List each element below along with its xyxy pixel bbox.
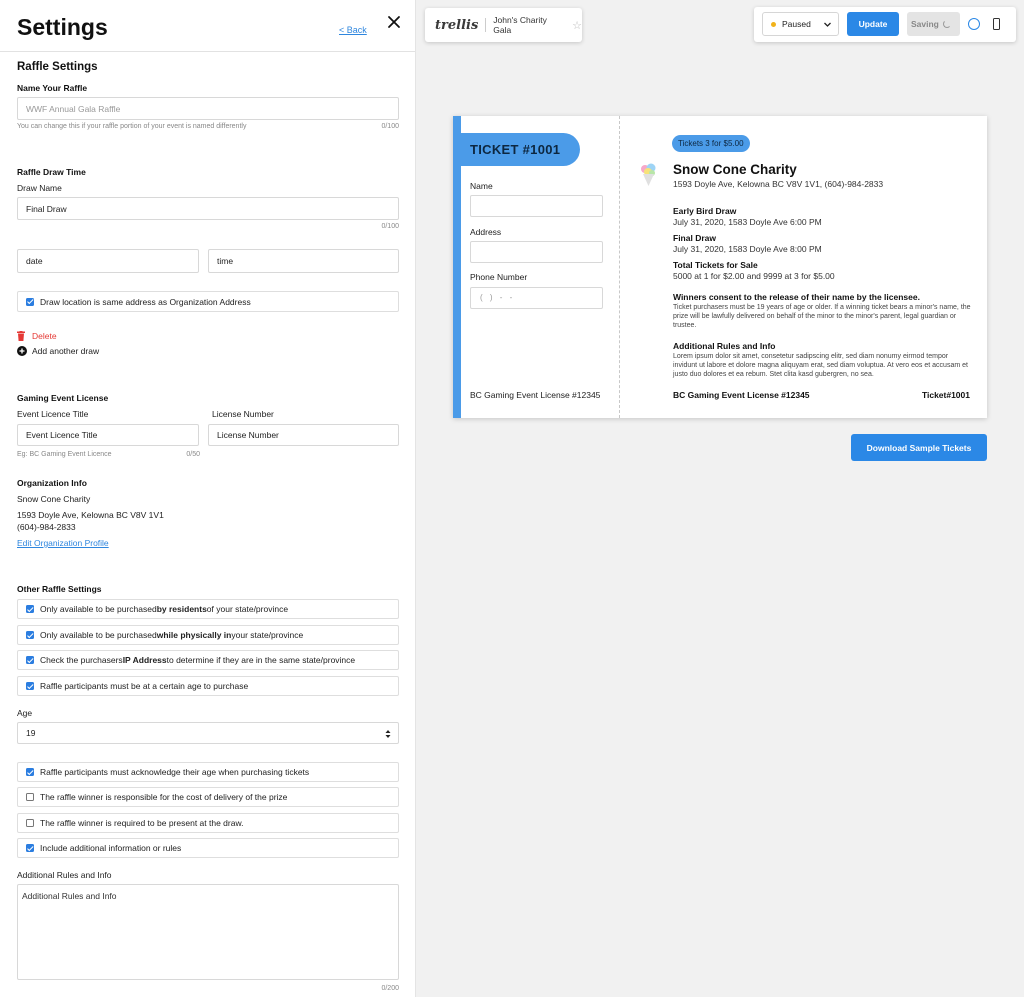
draw-name-input[interactable]: Final Draw — [17, 197, 399, 220]
checkbox-checked-icon — [26, 298, 34, 306]
checkbox-label-post: your state/province — [231, 630, 304, 640]
delete-draw-label: Delete — [32, 331, 57, 341]
winner-delivery-cost-checkbox[interactable] — [17, 787, 399, 807]
licence-title-count: 0/50 — [186, 451, 200, 458]
stub-phone-field — [470, 287, 603, 309]
stub-name-field — [470, 195, 603, 217]
checkbox-label-pre: Raffle participants must be at a certain age to purchase — [40, 681, 249, 691]
draw-1-name: Early Bird Draw — [673, 206, 737, 216]
org-info-title: Organization Info — [17, 478, 87, 488]
checkbox-checked-icon — [26, 605, 34, 613]
ticket-id: Ticket#1001 — [921, 390, 970, 400]
panel-header — [0, 0, 416, 52]
checkbox-checked-icon — [26, 656, 34, 664]
price-badge: Tickets 3 for $5.00 — [672, 135, 750, 152]
draw-name-label: Draw Name — [17, 183, 62, 193]
add-draw-label: Add another draw — [32, 346, 100, 356]
ticket-preview — [453, 116, 987, 418]
checkbox-label-bold: by residents — [156, 604, 207, 614]
checkbox-label: The raffle winner is responsible for the cost of delivery of the prize — [40, 792, 288, 802]
phone-mask: ( ) - - — [480, 293, 514, 302]
other-settings-title: Other Raffle Settings — [17, 584, 102, 594]
org-info-phone: (604)-984-2833 — [17, 522, 76, 532]
consent-body: Ticket purchasers must be 19 years of age or older. If a winning ticket bears a minor's name, the prize will be lawfully delivered on behalf of the minor to the minor's parent, legal guardian or trustee. — [673, 304, 971, 330]
checkbox-label-pre: Only available to be purchased — [40, 630, 157, 640]
snow-cone-icon — [640, 162, 657, 188]
trellis-logo: trellis — [435, 17, 479, 33]
draw-location-label: Draw location is same address as Organization Address — [40, 296, 251, 307]
licence-title-hint: Eg: BC Gaming Event Licence — [17, 451, 112, 458]
stub-phone-label: Phone Number — [470, 272, 528, 282]
raffle-name-input[interactable]: WWF Annual Gala Raffle — [17, 97, 399, 120]
additional-rules-label: Additional Rules and Info — [17, 870, 112, 880]
age-restriction-checkbox[interactable] — [17, 676, 399, 696]
total-tickets-detail: 5000 at 1 for $2.00 and 9999 at 3 for $5.00 — [673, 271, 835, 281]
licence-title-label: Event Licence Title — [17, 409, 89, 419]
raffle-name-label: Name Your Raffle — [17, 83, 88, 93]
raffle-name-count: 0/100 — [381, 123, 399, 130]
mobile-preview-icon[interactable] — [993, 18, 1000, 30]
download-sample-tickets-button[interactable]: Download Sample Tickets — [851, 434, 987, 461]
settings-panel — [0, 0, 416, 997]
event-header — [425, 8, 582, 42]
stub-address-field — [470, 241, 603, 263]
draw-name-count: 0/100 — [381, 223, 399, 230]
status-toolbar — [754, 7, 1016, 42]
checkbox-label-pre: Only available to be purchased — [40, 604, 157, 614]
saving-label: Saving — [911, 19, 939, 29]
draw-date-input[interactable]: date — [17, 249, 199, 273]
total-tickets-title: Total Tickets for Sale — [673, 260, 758, 270]
ticket-org-name: Snow Cone Charity — [673, 162, 797, 177]
ticket-perforation — [619, 116, 620, 418]
checkbox-checked-icon — [26, 631, 34, 639]
age-stepper[interactable] — [17, 722, 399, 744]
plus-circle-icon — [17, 346, 27, 356]
acknowledge-age-checkbox[interactable] — [17, 762, 399, 782]
divider — [485, 18, 486, 32]
status-dot-icon — [771, 22, 776, 27]
winner-present-checkbox[interactable] — [17, 813, 399, 833]
close-icon[interactable] — [385, 13, 403, 31]
org-info-name: Snow Cone Charity — [17, 494, 91, 504]
ip-address-checkbox[interactable] — [17, 650, 399, 670]
checkbox-label-bold: while physically in — [156, 630, 232, 640]
residents-only-checkbox[interactable] — [17, 599, 399, 619]
draw-1-detail: July 31, 2020, 1583 Doyle Ave 6:00 PM — [673, 217, 822, 227]
ticket-org-address: 1593 Doyle Ave, Kelowna BC V8V 1V1, (604)-984-2833 — [673, 179, 884, 189]
age-label: Age — [17, 708, 33, 718]
checkbox-label: Raffle participants must acknowledge their age when purchasing tickets — [40, 767, 310, 777]
page-title: Settings — [17, 14, 108, 40]
stub-license: BC Gaming Event License #12345 — [470, 390, 601, 400]
checkbox-label-bold: IP Address — [122, 655, 167, 665]
checkbox-checked-icon — [26, 682, 34, 690]
consent-title: Winners consent to the release of their name by the licensee. — [673, 292, 920, 302]
status-select[interactable] — [762, 12, 839, 36]
raffle-name-hint: You can change this if your raffle portion of your event is named differently — [17, 123, 247, 130]
edit-org-profile-link[interactable]: Edit Organization Profile — [17, 538, 109, 548]
delete-draw-button[interactable] — [17, 331, 57, 341]
draw-time-title: Raffle Draw Time — [17, 167, 86, 177]
desktop-preview-icon[interactable] — [968, 18, 980, 30]
include-additional-info-checkbox[interactable] — [17, 838, 399, 858]
stub-address-label: Address — [470, 227, 502, 237]
checkbox-label: The raffle winner is required to be present at the draw. — [40, 818, 244, 828]
status-value: Paused — [782, 19, 811, 29]
additional-rules-textarea[interactable]: Additional Rules and Info — [17, 884, 399, 980]
chevron-down-icon — [823, 20, 832, 29]
physically-in-checkbox[interactable] — [17, 625, 399, 645]
saving-indicator — [907, 12, 960, 36]
age-value: 19 — [26, 728, 36, 738]
checkbox-unchecked-icon — [26, 793, 34, 801]
checkbox-label-pre: Check the purchasers — [40, 655, 123, 665]
stepper-arrows-icon[interactable] — [385, 729, 391, 739]
checkbox-label-post: of your state/province — [206, 604, 289, 614]
gaming-license-title: Gaming Event License — [17, 393, 109, 403]
update-button[interactable]: Update — [847, 12, 899, 36]
stub-name-label: Name — [470, 181, 493, 191]
ticket-rules-body: Lorem ipsum dolor sit amet, consetetur sadipscing elitr, sed diam nonumy eirmod tempor invidunt ut labore et dolore magna aliquyam erat, sed diam voluptua. At vero eos et accusam et justo duo dolores et ea rebum. Stet clita kasd gubergren, no sea. — [673, 353, 968, 379]
draw-2-name: Final Draw — [673, 233, 716, 243]
additional-rules-count: 0/200 — [381, 985, 399, 992]
licence-title-input[interactable]: Event Licence Title — [17, 424, 199, 446]
trash-icon — [17, 331, 25, 341]
license-number-input[interactable]: License Number — [208, 424, 399, 446]
back-link[interactable]: < Back — [339, 25, 367, 35]
event-name: John's Charity Gala — [493, 15, 547, 35]
checkbox-checked-icon — [26, 768, 34, 776]
ticket-license: BC Gaming Event License #12345 — [673, 390, 810, 400]
raffle-settings-title: Raffle Settings — [17, 61, 98, 73]
star-icon[interactable]: ☆ — [572, 19, 582, 32]
org-info-address: 1593 Doyle Ave, Kelowna BC V8V 1V1 — [17, 510, 164, 520]
checkbox-unchecked-icon — [26, 819, 34, 827]
draw-2-detail: July 31, 2020, 1583 Doyle Ave 8:00 PM — [673, 244, 822, 254]
license-number-label: License Number — [212, 409, 274, 419]
checkbox-label: Include additional information or rules — [40, 843, 182, 853]
checkbox-checked-icon — [26, 844, 34, 852]
checkbox-label-post: to determine if they are in the same state/province — [166, 655, 356, 665]
ticket-number-banner: TICKET #1001 — [461, 133, 580, 166]
draw-time-input[interactable]: time — [208, 249, 399, 273]
ticket-rules-title: Additional Rules and Info — [673, 341, 776, 351]
add-draw-button[interactable] — [17, 346, 99, 356]
ticket-accent-stripe — [453, 116, 461, 418]
spinner-icon — [943, 20, 951, 28]
draw-location-checkbox[interactable] — [17, 291, 399, 312]
